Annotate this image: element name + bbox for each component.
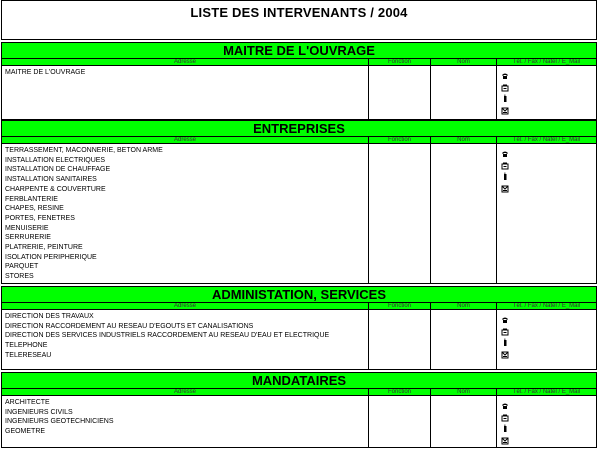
- list-item: DIRECTION DES SERVICES INDUSTRIELS RACCORDEMENT AU RESEAU D'EAU ET ELECTRIQUE: [5, 332, 330, 340]
- list-item: INSTALLATION ELECTRIQUES: [5, 156, 106, 164]
- list-item: GEOMETRE: [5, 428, 46, 436]
- column-header-contact: Tél. / Fax / Natel / E_Mail: [512, 303, 581, 309]
- item-list: [2, 144, 368, 282]
- contact-cell[interactable]: [497, 396, 596, 447]
- list-item: TELERESEAU: [5, 351, 52, 359]
- contact-cell[interactable]: [497, 144, 596, 283]
- column-header-row: [1, 136, 597, 144]
- list-item: PORTES, FENETRES: [5, 214, 75, 222]
- list-item: MENUISERIE: [5, 224, 49, 232]
- column-header-adresse: Adresse: [2, 137, 369, 143]
- section-1: [1, 120, 597, 284]
- column-header-fonction: Fonction: [369, 59, 431, 65]
- nom-cell[interactable]: [431, 144, 497, 283]
- fonction-cell[interactable]: [369, 66, 431, 119]
- column-header-nom: Nom: [431, 59, 497, 65]
- phone-icon: [501, 146, 509, 156]
- item-list: [2, 396, 368, 437]
- list-item: PLATRERIE, PEINTURE: [5, 244, 83, 252]
- email-icon: [501, 103, 509, 113]
- column-header-contact: Tél. / Fax / Natel / E_Mail: [512, 137, 581, 143]
- title-box: [1, 0, 597, 40]
- contact-icons: [497, 144, 596, 192]
- list-item: DIRECTION DES TRAVAUX: [5, 313, 94, 320]
- list-item: ARCHITECTE: [5, 399, 50, 406]
- list-item: CHARPENTE & COUVERTURE: [5, 185, 106, 193]
- section-3: [1, 372, 597, 448]
- section-title: ADMINISTATION, SERVICES: [1, 286, 597, 302]
- nom-cell[interactable]: [431, 66, 497, 119]
- phone-icon: [501, 312, 509, 322]
- column-header-contact: Tél. / Fax / Natel / E_Mail: [512, 389, 581, 395]
- nom-cell[interactable]: [431, 396, 497, 447]
- nom-cell[interactable]: [431, 310, 497, 369]
- section-2: [1, 286, 597, 370]
- section-body: [1, 144, 597, 284]
- column-header-contact: Tél. / Fax / Natel / E_Mail: [512, 59, 581, 65]
- item-list: [2, 310, 368, 361]
- section-body: [1, 396, 597, 448]
- column-header-fonction: Fonction: [369, 303, 431, 309]
- column-header-adresse: Adresse: [2, 59, 369, 65]
- adresse-cell[interactable]: [2, 66, 369, 119]
- contact-cell[interactable]: [497, 310, 596, 369]
- list-item: INGENIEURS GEOTECHNICIENS: [5, 418, 114, 426]
- list-item: INGENIEURS CIVILS: [5, 408, 73, 416]
- fonction-cell[interactable]: [369, 310, 431, 369]
- phone-icon: [501, 68, 509, 78]
- list-item: INSTALLATION DE CHAUFFAGE: [5, 166, 111, 174]
- fax-icon: [501, 158, 509, 168]
- item-list: [2, 66, 368, 78]
- section-title: MAITRE DE L'OUVRAGE: [1, 42, 597, 58]
- adresse-cell[interactable]: [2, 310, 369, 369]
- email-icon: [501, 433, 509, 443]
- mobile-icon: [501, 335, 509, 345]
- list-item: STORES: [5, 273, 34, 281]
- column-header-fonction: Fonction: [369, 137, 431, 143]
- section-body: [1, 310, 597, 370]
- list-item: TELEPHONE: [5, 342, 48, 350]
- column-header-row: [1, 302, 597, 310]
- column-header-nom: Nom: [431, 303, 497, 309]
- section-title: ENTREPRISES: [1, 120, 597, 136]
- section-0: [1, 42, 597, 120]
- mobile-icon: [501, 91, 509, 101]
- list-item: MAITRE DE L'OUVRAGE: [5, 69, 86, 76]
- column-header-row: [1, 58, 597, 66]
- mobile-icon: [501, 169, 509, 179]
- email-icon: [501, 347, 509, 357]
- column-header-fonction: Fonction: [369, 389, 431, 395]
- list-item: DIRECTION RACCORDEMENT AU RESEAU D'EGOUTS ET CANALISATIONS: [5, 322, 254, 330]
- contact-icons: [497, 66, 596, 114]
- column-header-nom: Nom: [431, 389, 497, 395]
- contact-icons: [497, 310, 596, 358]
- document-title: LISTE DES INTERVENANTS / 2004: [190, 5, 408, 20]
- list-item: SERRURERIE: [5, 234, 51, 242]
- column-header-adresse: Adresse: [2, 389, 369, 395]
- contact-cell[interactable]: [497, 66, 596, 119]
- list-item: PARQUET: [5, 263, 39, 271]
- column-header-nom: Nom: [431, 137, 497, 143]
- list-item: ISOLATION PERIPHERIQUE: [5, 253, 97, 261]
- fax-icon: [501, 80, 509, 90]
- section-body: [1, 66, 597, 120]
- list-item: TERRASSEMENT, MACONNERIE, BETON ARME: [5, 147, 163, 154]
- fax-icon: [501, 410, 509, 420]
- column-header-adresse: Adresse: [2, 303, 369, 309]
- contact-icons: [497, 396, 596, 444]
- mobile-icon: [501, 421, 509, 431]
- adresse-cell[interactable]: [2, 396, 369, 447]
- section-title: MANDATAIRES: [1, 372, 597, 388]
- fonction-cell[interactable]: [369, 144, 431, 283]
- column-header-row: [1, 388, 597, 396]
- fonction-cell[interactable]: [369, 396, 431, 447]
- email-icon: [501, 181, 509, 191]
- list-item: CHAPES, RESINE: [5, 205, 64, 213]
- adresse-cell[interactable]: [2, 144, 369, 283]
- list-item: FERBLANTERIE: [5, 195, 58, 203]
- fax-icon: [501, 324, 509, 334]
- phone-icon: [501, 398, 509, 408]
- list-item: INSTALLATION SANITAIRES: [5, 176, 97, 184]
